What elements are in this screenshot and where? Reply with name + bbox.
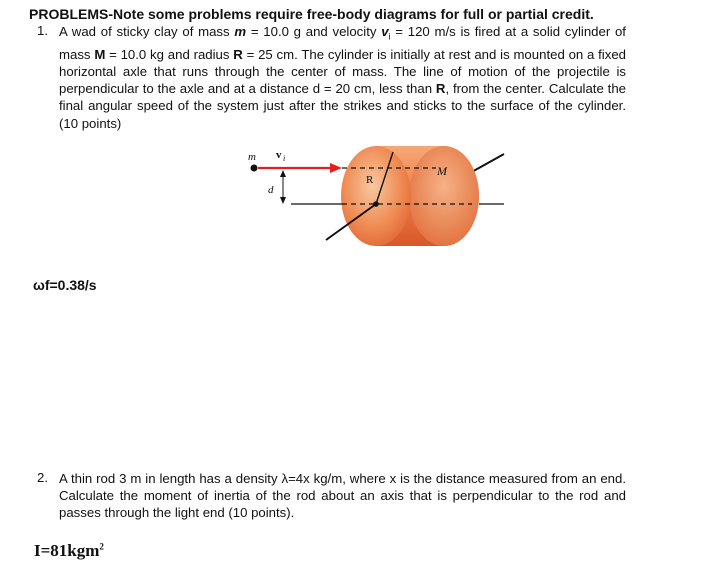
text-segment: = 120 m/s is fired at a solid cylinder of mass [59, 24, 626, 62]
var-m: m [234, 24, 247, 39]
text-segment: A thin rod 3 m in length has a density λ=4x kg/m, where x is the distance measured from an end. Calculate the moment of inertia of the rod about an axis that is perpendicular to the rod and passes through the light end (10 points). [59, 471, 626, 521]
var-v: v [381, 24, 389, 39]
label-v: v [276, 149, 282, 161]
distance-arrowhead-up [280, 170, 286, 177]
answer-superscript: 2 [99, 541, 104, 552]
text-segment: , from the center. Calculate the final angular speed of the system just after the strikes and sticks to the surface of the cylinder. (10 points) [59, 81, 626, 131]
problem-1-number: 1. [37, 23, 48, 38]
text-segment: = 10.0 kg and radius [105, 46, 234, 62]
var-v-subscript: i [388, 31, 391, 42]
var-R: R [435, 81, 446, 97]
answer-base: I=81kgm [34, 541, 100, 560]
page-heading: PROBLEMS-Note some problems require free-body diagrams for full or partial credit. [29, 6, 594, 22]
clay-wad [251, 165, 258, 172]
label-v-subscript: i [283, 154, 286, 163]
label-M: M [437, 164, 447, 178]
text-segment: = 10.0 g and velocity [246, 24, 382, 39]
problem-2-text [59, 470, 626, 522]
cylinder-back-face [409, 146, 479, 246]
label-d: d [268, 184, 274, 196]
problem-1-text [59, 23, 626, 132]
cylinder-front-face [341, 146, 411, 246]
problem-2-answer [34, 541, 104, 561]
problem-2-number: 2. [37, 470, 48, 485]
problem-1-answer: ωf=0.38/s [33, 277, 97, 293]
distance-arrowhead-down [280, 197, 286, 204]
text-segment: = 25 cm. The cylinder is initially at rest and is mounted on a fixed horizontal axle that runs through the center of mass. The line of motion of the projectile is perpendicular to the axle and at a distance d = 20 cm, less than [59, 46, 627, 97]
var-M: M [94, 46, 106, 62]
label-R: R [366, 174, 374, 186]
label-m: m [248, 151, 256, 163]
text-segment: A wad of sticky clay of mass [59, 24, 235, 39]
var-R: R [233, 46, 243, 62]
velocity-arrowhead [330, 163, 342, 173]
cylinder-figure [236, 140, 516, 265]
